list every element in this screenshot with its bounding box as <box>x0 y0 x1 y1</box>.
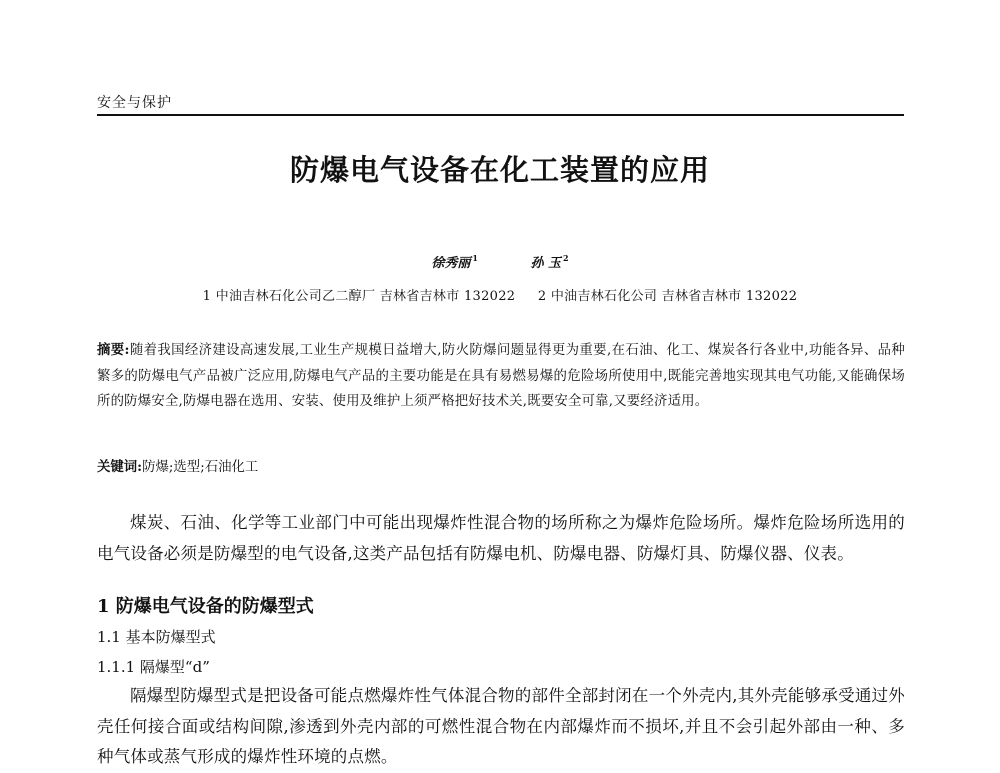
section-heading: 1 防爆电气设备的防爆型式 <box>97 596 314 617</box>
subsubsection-heading: 1.1.1 隔爆型“d” <box>97 658 210 676</box>
article-title: 防爆电气设备在化工装置的应用 <box>289 153 710 187</box>
subsection-heading: 1.1 基本防爆型式 <box>97 628 216 646</box>
header-rule <box>97 114 904 116</box>
keywords <box>97 456 258 475</box>
body-paragraph: 隔爆型防爆型式是把设备可能点燃爆炸性气体混合物的部件全部封闭在一个外壳内,其外壳能够承受通过外壳任何接合面或结构间隙,渗透到外壳内部的可燃性混合物在内部爆炸而不损坏,并且不会引起外部由一种、多种气体或蒸气形成的爆炸性环境的点燃。 <box>97 686 905 766</box>
affiliation-second: 2 中油吉林石化公司 吉林省吉林市 132022 <box>537 289 798 304</box>
author-name: 孙 玉 <box>530 256 562 271</box>
abstract-label: 摘要: <box>97 342 130 358</box>
keywords-label: 关键词: <box>97 459 143 475</box>
keywords-text: 防爆;选型;石油化工 <box>142 460 259 475</box>
intro-paragraph: 煤炭、石油、化学等工业部门中可能出现爆炸性混合物的场所称之为爆炸危险场所。爆炸危险场所选用的电气设备必须是防爆型的电气设备,这类产品包括有防爆电机、防爆电器、防爆灯具、防爆仪器、仪表。 <box>97 513 905 563</box>
abstract-text: 随着我国经济建设高速发展,工业生产规模日益增大,防火防爆问题显得更为重要,在石油、化工、煤炭各行各业中,功能各异、品种繁多的防爆电气产品被广泛应用,防爆电气产品的主要功能是在具有易燃易爆的危险场所使用中,既能完善地实现其电气功能,又能确保场所的防爆安全,防爆电器在选用、安装、使用及维护上须严格把好技术关,既要安全可靠,又要经济适用。 <box>97 343 905 409</box>
author-affiliation-mark: 1 <box>472 253 478 263</box>
author-affiliation-mark: 2 <box>563 253 569 263</box>
section-label: 安全与保护 <box>97 95 172 111</box>
author-name: 徐秀丽 <box>431 256 471 271</box>
abstract <box>97 338 905 415</box>
affiliation-line <box>0 285 1000 304</box>
affiliation-first: 1 中油吉林石化公司乙二醇厂 吉林省吉林市 132022 <box>202 289 516 304</box>
author-line <box>0 252 1000 271</box>
